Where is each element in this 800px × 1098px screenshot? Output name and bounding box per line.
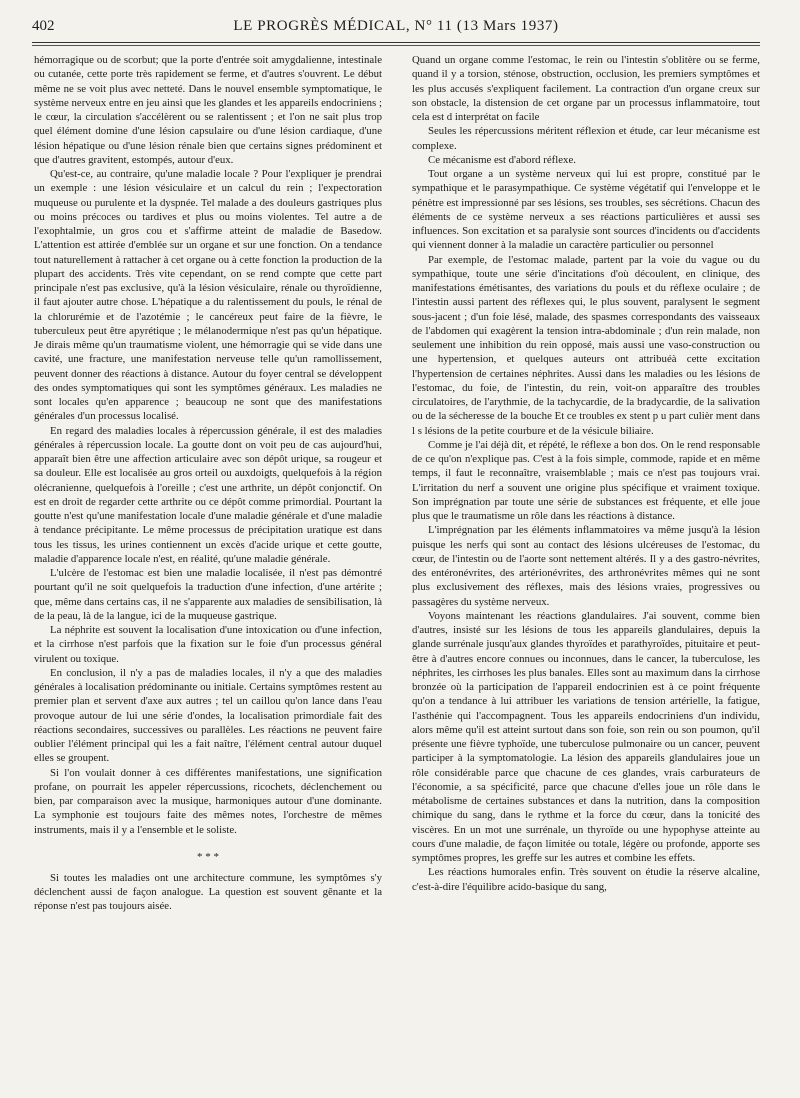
paragraph: hémorragique ou de scorbut; que la porte d'entrée soit amygdalienne, intestinale ou cutanée, cette porte très rapidement se ferme, et d'autres s'ouvrent. Le début même ne se voit plus avec netteté. Dans le nouvel ensemble symptomatique, le système nerveux entre en jeu ainsi que les glandes et les appareils endocriniens ; le cœur, la circulation s'accélèrent ou se ralentissent ; et l'on ne sait plus trop quel élément domine d'une lésion capsulaire ou d'une lésion cardiaque, d'une lésion hépatique ou d'une lésion rénale bien que certains signes prédominent et que d'autres gravitent, estompés, autour d'eux. (34, 54, 382, 166)
paragraph: Quand un organe comme l'estomac, le rein ou l'intestin s'oblitère ou se ferme, quand il y a torsion, sténose, obstruction, occlusion, les premiers symptômes et les plus accusés s'expliquent facilement. La contraction d'un organe creux sur son obstacle, la distension de cet organe par un processus inflammatoire, tout cela est d interprétat on facile (412, 54, 760, 123)
paragraph: Si l'on voulait donner à ces différentes manifestations, une signification profane, on pourrait les appeler répercussions, ricochets, déclenchement ou bien, par comparaison avec la musique, harmoniques autour d'une dominante. La symphonie est toujours faite des mêmes notes, l'orchestre de mêmes instruments, mais il y a l'ensemble et le soliste. (34, 766, 382, 836)
paragraph: Voyons maintenant les réactions glandulaires. J'ai souvent, comme bien d'autres, insisté sur les lésions de tous les appareils glandulaires, depuis la glande surrénale jusqu'aux glandes thyroïdes et parathyroïdes, pituitaire et peut-être à d'autres encore connues ou inconnues, dans le cancer, la tuberculose, les néphrites, les cirrhoses les plus banales. Elles sont au maximum dans la cirrhose bronzée où la participation de l'appareil endocrinien est à ce point fréquente qu'on a tendance à lui attribuer les variations de tension artérielle, la fatigue, l'asthénie qui l'accompagnent. Tous les appareils endocriniens d'un individu, alors même qu'il est atteint surtout dans son foie, son rein ou son poumon, qu'il présente une fièvre typhoïde, une tuberculose pulmonaire ou un cancer, peuvent participer à la symptomatologie. La lésion des appareils glandulaires joue un rôle considérable parce que chacune de ces glandes, vrais carburateurs de l'économie, a sa spécificité, parce que chacune d'elles joue un rôle dans le métabolisme de certaines substances et dans la nutrition, dans la composition chimique du sang, dans le rythme et la force du cœur, dans la tonicité des viscères. En un mot une surrénale, un thyroïde ou une hypophyse atteinte au cours d'une maladie, de façon limitée ou totale, légère ou profonde, apporte ses symptômes propres, les greffe sur les autres et combine les effets. (412, 609, 760, 864)
header-rule (32, 42, 760, 43)
paragraph: Qu'est-ce, au contraire, qu'une maladie locale ? Pour l'expliquer je prendrai un exemple : une lésion vésiculaire et un calcul du rein ; l'expectoration muqueuse ou purulente et la dyspnée. Tel malade a des douleurs gastriques plus ou moins précoces ou tardives et plus ou moins violentes. Tel autre a de l'exophtalmie, un gros cou et s'affirme atteint de maladie de Basedow. L'attention est attirée d'emblée sur un organe et sur une fonction. On a tendance tout naturellement à rattacher à cet organe ou à cette fonction la production de la plupart des accidents. Très vite cependant, on se rend compte que cette part principale n'est pas exclusive, qu'à la lésion vésiculaire, rénale ou thyroïdienne, il faut ajouter autre chose. L'hépatique a du ralentissement du pouls, le rénal de la chlorurémie et de l'azotémie ; le cancéreux peut faire de la fièvre, le tuberculeux peut être apyrétique ; le mélanodermique n'est pas qu'un hépatique. Je dirais même qu'un traumatisme violent, une hémorragie qui se vide dans une cavité, une fracture, une manifestation nerveuse telle qu'un ramollissement, peuvent donner des réactions à distance. Autour du foyer central se développent des ondes symptomatiques qui sont les symptômes généraux. Les maladies ne sont locales qu'en apparence ; beaucoup ne sont que des manifestations générales d'un processus localisé. (34, 168, 382, 423)
paragraph: La néphrite est souvent la localisation d'une intoxication ou d'une infection, et la cirrhose n'est parfois que la fixation sur le foie d'un processus général virulent ou toxique. (34, 624, 382, 665)
paragraph: En conclusion, il n'y a pas de maladies locales, il n'y a que des maladies générales à localisation prédominante ou initiale. Certains symptômes restent au premier plan et servent d'axe aux autres ; tel un caillou qu'on lance dans l'eau provoque autour de lui une série d'ondes, la localisation primordiale fait des réactions secondaires, successives ou parallèles. Les réactions ne peuvent faire oublier l'élément principal qui les a fait naître, l'élément central autour duquel elles se groupent. (34, 666, 382, 765)
section-separator: * * * (197, 850, 219, 863)
paragraph: Les réactions humorales enfin. Très souvent on étudie la réserve alcaline, c'est-à-dire l'équilibre acido-basique du sang, (412, 866, 760, 893)
paragraph: Seules les répercussions méritent réflexion et étude, car leur mécanisme est complexe. (412, 125, 760, 152)
paragraph: L'imprégnation par les éléments inflammatoires va même jusqu'à la lésion puisque les nerfs qui sont au contact des lésions ulcéreuses de l'estomac, du cœur, de l'intestin ou de l'aorte sont nettement altérés. Il y a des gastro-névrites, des entéronévrites, des artérionévrites, des arthronévrites mêmes qui ne sont plus exclusivement des réflexes, mais des lésions vraies, progressives ou passagères du système nerveux. (412, 524, 760, 608)
journal-title: LE PROGRÈS MÉDICAL, N° 11 (13 Mars 1937) (233, 18, 559, 34)
paragraph: Si toutes les maladies ont une architecture commune, les symptômes s'y déclenchent aussi de façon analogue. La question est souvent gênante et la réponse n'est pas toujours aisée. (34, 871, 382, 913)
paragraph: Comme je l'ai déjà dit, et répété, le réflexe a bon dos. On le rend responsable de ce qu'on n'explique pas. C'est à la fois simple, commode, rapide et en même temps, il faut le reconnaître, vraisemblable ; mais ce n'est pas toujours vrai. L'irritation du nerf a souvent une origine plus spécifique et vraiment toxique. Son imprégnation par toute une série de substances est fréquente, et elle joue plus que le traumatisme un rôle dans les réactions à distance. (412, 438, 760, 522)
paragraph: En regard des maladies locales à répercussion générale, il est des maladies générales à répercussion locale. La goutte dont on voit peu de cas aujourd'hui, apparaît bien être une affection articulaire avec son dépôt urique, sa rougeur et sa douleur. Elle est localisée au gros orteil ou auxdoigts, quelquefois à la région olécranienne, quelquefois à l'oreille ; c'est une arthrite, un dépôt conjonctif. On est en droit de regarder cette arthrite ou ce dépôt comme primordial. Pourtant la goutte n'est qu'une manifestation locale d'une maladie générale et d'une maladie à tendance précipitante. Le même processus de précipitation uratique est dans tous les tissus, les urines contiennent un excès d'acide urique et cette goutte, maladie d'apparence locale n'est, en réalité, qu'une maladie générale. (34, 424, 382, 565)
paragraph: Ce mécanisme est d'abord réflexe. (428, 153, 576, 166)
paragraph: Tout organe a un système nerveux qui lui est propre, constitué par le sympathique et le parasympathique. Ce système végétatif qui l'enveloppe et le pénètre est impressionné par ses lésions, ses troubles, ses sécrétions. Chacun des éléments de ce système nerveux a ses réactions particulières et aussi ses influences. Son excitation et sa paralysie sont sources d'incidents ou d'accidents qui viennent donner à la maladie un caractère particulier ou personnel (412, 168, 760, 252)
paragraph: L'ulcère de l'estomac est bien une maladie localisée, il n'est pas démontré pourtant qu'il ne soit quelquefois la traduction d'une infection, d'une artérite ; que, même dans certains cas, il ne s'apparente aux maladies de sensibilisation, là de la peau, là de la langue, ici de la muqueuse gastrique. (34, 567, 382, 622)
page-header (32, 14, 760, 40)
header-rule-thin (32, 45, 760, 46)
paragraph: Par exemple, de l'estomac malade, partent par la voie du vague ou du sympathique, toute une série d'incitations d'où découlent, en clinique, des manifestations émétisantes, des variations du pouls et du réflexe oculaire ; de l'intestin aussi partent des réflexes qui, le plus souvent, paralysent le segment sous-jacent ; d'un foie lésé, malade, des spasmes correspondants des vaisseaux de l'abdomen qui exagèrent la tension intra-abdominale ; d'un rein malade, non seulement une inhibition du rein opposé, mais aussi une vaso-construction ou une hypertension, et quelques auteurs ont attribuéà cette excitation l'hypertension de certaines néphrites. Aussi dans les maladies ou les lésions de l'estomac, du foie, de l'intestin, du rein, voit-on apparaître des troubles circulatoires, de l'arythmie, de la tachycardie, de la bradycardie, de la salivation ou de la sécheresse de la bouche Et ce troubles ex stent p u part culièr ment dans l s lésions de la petite courbure et de la vésicule biliaire. (412, 253, 760, 437)
right-column (412, 53, 760, 894)
left-column (34, 53, 382, 914)
page-number: 402 (32, 18, 55, 34)
